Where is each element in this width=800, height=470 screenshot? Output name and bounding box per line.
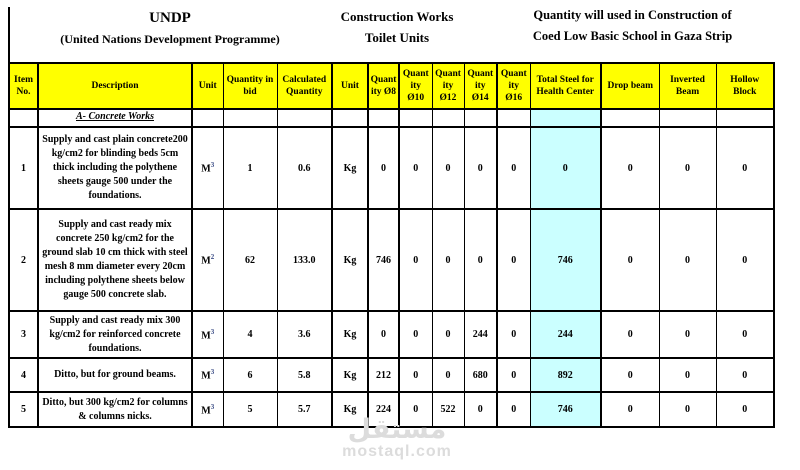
left-margin-rule <box>8 7 10 63</box>
cell-unit2: Kg <box>332 358 368 392</box>
cell-total-steel: 746 <box>530 209 601 311</box>
cell-unit2: Kg <box>332 127 368 209</box>
location-title: Quantity will used in Construction of <box>533 8 732 22</box>
empty-cell <box>399 109 432 127</box>
cell-hollow-block: 0 <box>716 358 774 392</box>
cell-total-steel: 244 <box>530 311 601 358</box>
cell-unit <box>192 392 223 427</box>
cell-qty-o8: 212 <box>368 358 399 392</box>
header-qty-o8: Quant ity Ø8 <box>368 63 399 109</box>
cell-item-no: 3 <box>9 311 38 358</box>
cell-qty-o10: 0 <box>399 127 432 209</box>
cell-qty-o16: 0 <box>497 127 530 209</box>
table-row <box>9 311 774 358</box>
cell-qty-o12: 0 <box>432 311 464 358</box>
empty-cell <box>716 109 774 127</box>
mostaql-logo: مستقل <box>347 414 447 445</box>
cell-drop-beam: 0 <box>601 311 659 358</box>
cell-description: Ditto, but 300 kg/cm2 for columns & columns nicks. <box>38 392 192 427</box>
empty-cell <box>277 109 332 127</box>
cell-unit <box>192 127 223 209</box>
cell-item-no: 4 <box>9 358 38 392</box>
cell-total-steel: 892 <box>530 358 601 392</box>
org-subtitle: (United Nations Development Programme) <box>60 32 280 46</box>
cell-qty-o16: 0 <box>497 392 530 427</box>
header-qty-o16: Quant ity Ø16 <box>497 63 530 109</box>
cell-hollow-block: 0 <box>716 392 774 427</box>
table-row <box>9 358 774 392</box>
project-title-block <box>317 6 477 48</box>
cell-qty-o10: 0 <box>399 311 432 358</box>
table-row <box>9 392 774 427</box>
cell-calc-qty: 133.0 <box>277 209 332 311</box>
cell-inverted-beam: 0 <box>659 392 716 427</box>
unit-exponent: 2 <box>210 253 215 262</box>
header-calc-qty: Calculated Quantity <box>277 63 332 109</box>
watermark-domain: mostaql.com <box>342 443 452 460</box>
cell-qty-o8: 0 <box>368 127 399 209</box>
cell-inverted-beam: 0 <box>659 127 716 209</box>
cell-qty-o14: 680 <box>464 358 497 392</box>
header-qty-o14: Quant ity Ø14 <box>464 63 497 109</box>
cell-unit2: Kg <box>332 392 368 427</box>
cell-calc-qty: 5.8 <box>277 358 332 392</box>
empty-cell <box>659 109 716 127</box>
cell-qty-o8: 746 <box>368 209 399 311</box>
empty-cell <box>192 109 223 127</box>
cell-description: Ditto, but for ground beams. <box>38 358 192 392</box>
header-hollow-block: Hollow Block <box>716 63 774 109</box>
section-title: A- Concrete Works <box>38 109 192 127</box>
empty-cell <box>464 109 497 127</box>
org-title: UNDP <box>149 10 191 26</box>
unit-base: M <box>201 163 211 175</box>
cell-qty-in-bid: 5 <box>223 392 277 427</box>
cell-inverted-beam: 0 <box>659 311 716 358</box>
cell-qty-o8: 224 <box>368 392 399 427</box>
location-subtitle: Coed Low Basic School in Gaza Strip <box>532 29 733 43</box>
unit-base: M <box>201 330 211 342</box>
cell-drop-beam: 0 <box>601 127 659 209</box>
cell-calc-qty: 3.6 <box>277 311 332 358</box>
unit-exponent: 3 <box>210 368 215 377</box>
cell-drop-beam: 0 <box>601 209 659 311</box>
section-row <box>9 109 774 127</box>
cell-hollow-block: 0 <box>716 209 774 311</box>
cell-unit2: Kg <box>332 311 368 358</box>
empty-cell <box>497 109 530 127</box>
header-unit2: Unit <box>332 63 368 109</box>
cell-qty-o12: 0 <box>432 209 464 311</box>
empty-cell <box>9 109 38 127</box>
project-title: Construction Works <box>340 9 454 24</box>
unit-exponent: 3 <box>210 402 215 411</box>
header-qty-in-bid: Quantity in bid <box>223 63 277 109</box>
cell-qty-o10: 0 <box>399 209 432 311</box>
cell-total-steel: 0 <box>530 127 601 209</box>
cell-qty-o12: 0 <box>432 127 464 209</box>
cell-qty-o14: 0 <box>464 209 497 311</box>
cell-item-no: 1 <box>9 127 38 209</box>
cell-total-steel: 746 <box>530 392 601 427</box>
cell-unit2: Kg <box>332 209 368 311</box>
cell-qty-o14: 0 <box>464 392 497 427</box>
cell-item-no: 2 <box>9 209 38 311</box>
cell-qty-in-bid: 1 <box>223 127 277 209</box>
cell-qty-o12: 0 <box>432 358 464 392</box>
unit-base: M <box>201 370 211 382</box>
cell-drop-beam: 0 <box>601 392 659 427</box>
cell-qty-o10: 0 <box>399 392 432 427</box>
empty-cell <box>601 109 659 127</box>
cell-inverted-beam: 0 <box>659 358 716 392</box>
empty-cell <box>223 109 277 127</box>
cell-drop-beam: 0 <box>601 358 659 392</box>
cell-description: Supply and cast plain concrete200 kg/cm2 for blinding beds 5cm thick including the polythene sheets gauge 500 under the foundations. <box>38 127 192 209</box>
empty-total-cell <box>530 109 601 127</box>
cell-qty-o16: 0 <box>497 358 530 392</box>
project-subtitle: Toilet Units <box>364 30 430 45</box>
cell-unit <box>192 209 223 311</box>
header-qty-o10: Quant ity Ø10 <box>399 63 432 109</box>
empty-cell <box>432 109 464 127</box>
cell-qty-o14: 244 <box>464 311 497 358</box>
cell-inverted-beam: 0 <box>659 209 716 311</box>
org-title-block <box>30 8 310 49</box>
unit-base: M <box>201 255 211 267</box>
cell-calc-qty: 0.6 <box>277 127 332 209</box>
cell-qty-in-bid: 6 <box>223 358 277 392</box>
empty-cell <box>332 109 368 127</box>
table-row <box>9 127 774 209</box>
location-title-block <box>505 5 760 47</box>
cell-hollow-block: 0 <box>716 311 774 358</box>
cell-qty-o16: 0 <box>497 311 530 358</box>
header-total-steel: Total Steel for Health Center <box>530 63 601 109</box>
header-item-no: Item No. <box>9 63 38 109</box>
header-description: Description <box>38 63 192 109</box>
cell-qty-o10: 0 <box>399 358 432 392</box>
cell-item-no: 5 <box>9 392 38 427</box>
cell-unit <box>192 358 223 392</box>
cell-qty-in-bid: 4 <box>223 311 277 358</box>
cell-calc-qty: 5.7 <box>277 392 332 427</box>
cell-qty-o16: 0 <box>497 209 530 311</box>
table-row <box>9 209 774 311</box>
unit-exponent: 3 <box>210 161 215 170</box>
cell-unit <box>192 311 223 358</box>
cell-qty-o8: 0 <box>368 311 399 358</box>
cell-qty-o14: 0 <box>464 127 497 209</box>
header-qty-o12: Quant ity Ø12 <box>432 63 464 109</box>
cell-qty-in-bid: 62 <box>223 209 277 311</box>
table-header-row <box>9 63 774 109</box>
quantities-table <box>8 62 775 428</box>
unit-exponent: 3 <box>210 327 215 336</box>
empty-cell <box>368 109 399 127</box>
cell-description: Supply and cast ready mix 300 kg/cm2 for reinforced concrete foundations. <box>38 311 192 358</box>
header-inverted-beam: Inverted Beam <box>659 63 716 109</box>
cell-description: Supply and cast ready mix concrete 250 kg/cm2 for the ground slab 10 cm thick with steel mesh 8 mm diameter every 20cm including polythene sheets below gauge 500 concrete slab. <box>38 209 192 311</box>
header-drop-beam: Drop beam <box>601 63 659 109</box>
cell-qty-o12: 522 <box>432 392 464 427</box>
unit-base: M <box>201 405 211 417</box>
cell-hollow-block: 0 <box>716 127 774 209</box>
header-unit: Unit <box>192 63 223 109</box>
